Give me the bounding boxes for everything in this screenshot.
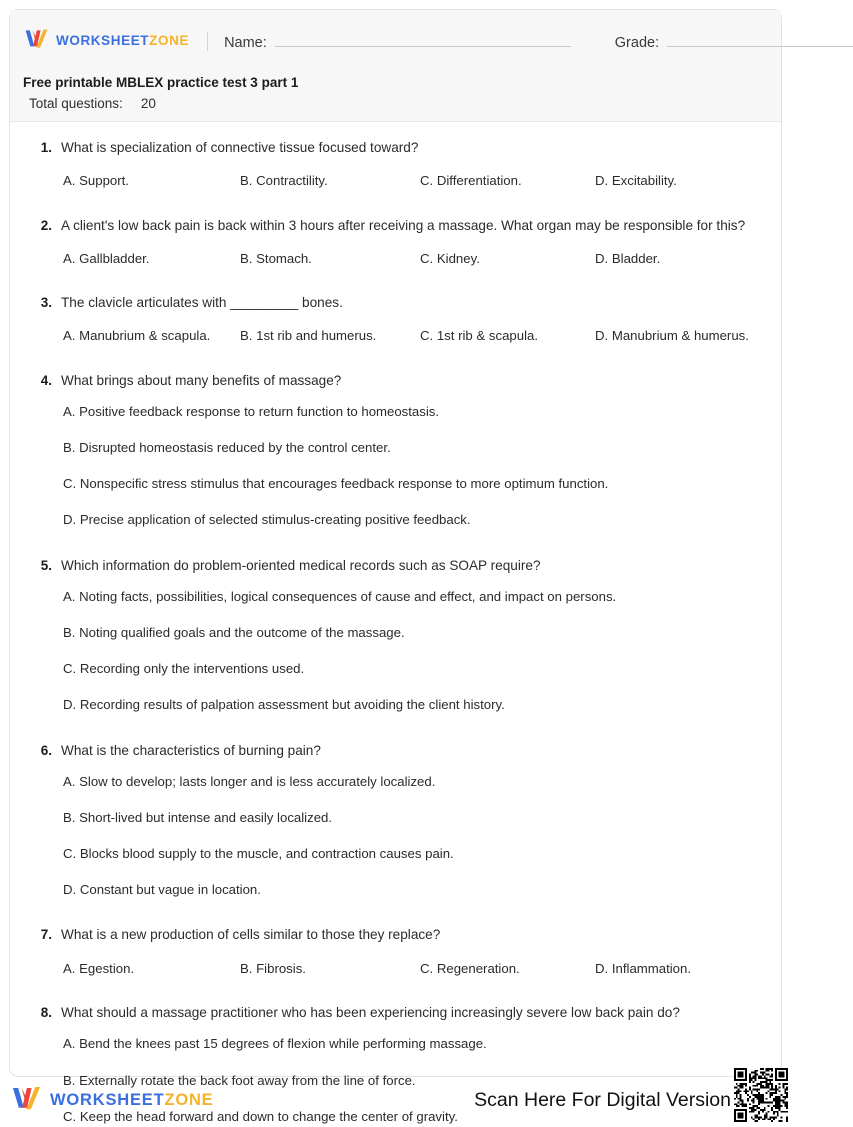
header-logo[interactable] bbox=[24, 29, 189, 53]
question-item bbox=[32, 293, 759, 346]
question-text: What is a new production of cells similar to those they replace? bbox=[61, 927, 441, 943]
question-number: 6. bbox=[40, 742, 52, 758]
question-text: Which information do problem-oriented medical records such as SOAP require? bbox=[61, 557, 541, 573]
header-divider bbox=[207, 32, 208, 51]
answer-option[interactable]: C. Regeneration. bbox=[420, 960, 520, 976]
question-text: What is specialization of connective tissue focused toward? bbox=[61, 140, 419, 155]
question-spacer bbox=[32, 268, 759, 293]
answer-option[interactable]: B. Disrupted homeostasis reduced by the control center. bbox=[63, 440, 391, 456]
answer-option[interactable]: D. Recording results of palpation assessment but avoiding the client history. bbox=[63, 697, 505, 713]
logo-word-zone: ZONE bbox=[164, 1091, 214, 1110]
answer-option[interactable]: C. 1st rib & scapula. bbox=[420, 328, 539, 344]
question-text: The clavicle articulates with _________ bones. bbox=[61, 295, 343, 311]
answer-option[interactable]: B. Stomach. bbox=[240, 250, 312, 266]
answer-option[interactable]: B. Noting qualified goals and the outcome of the massage. bbox=[63, 625, 405, 641]
total-questions-label: Total questions: bbox=[29, 96, 123, 112]
answer-option[interactable]: A. Gallbladder. bbox=[63, 250, 150, 266]
answer-option[interactable]: C. Nonspecific stress stimulus that encourages feedback response to more optimum function. bbox=[63, 476, 609, 492]
question-body bbox=[52, 293, 759, 346]
question-body bbox=[52, 741, 759, 900]
grade-label: Grade: bbox=[614, 34, 660, 51]
question-number: 8. bbox=[40, 1004, 52, 1020]
answer-option[interactable]: C. Blocks blood supply to the muscle, and contraction causes pain. bbox=[63, 846, 454, 862]
question-text: What brings about many benefits of massage? bbox=[61, 372, 342, 388]
answer-option[interactable]: D. Bladder. bbox=[595, 250, 661, 266]
logo-word-zone: ZONE bbox=[149, 33, 190, 49]
question-body bbox=[52, 138, 759, 191]
answer-option[interactable]: A. Support. bbox=[63, 173, 129, 189]
worksheet-zone-w-mark-icon bbox=[24, 29, 49, 53]
worksheet-header bbox=[10, 10, 781, 122]
answer-option[interactable]: C. Keep the head forward and down to change the center of gravity. bbox=[63, 1108, 458, 1124]
answer-options bbox=[61, 326, 759, 345]
answer-option[interactable]: D. Excitability. bbox=[595, 173, 677, 189]
question-text: A client's low back pain is back within 3 hours after receiving a massage. What organ may be responsible for this? bbox=[61, 217, 746, 233]
question-number: 2. bbox=[40, 217, 52, 233]
answer-option[interactable]: A. Noting facts, possibilities, logical consequences of cause and effect, and impact on persons. bbox=[63, 588, 617, 604]
question-item bbox=[32, 216, 759, 269]
logo-word-worksheet: WORKSHEET bbox=[56, 33, 150, 49]
answer-options bbox=[61, 772, 759, 900]
header-title-block bbox=[10, 58, 781, 111]
answer-options bbox=[61, 249, 759, 268]
question-number: 5. bbox=[40, 557, 52, 573]
answer-options bbox=[61, 959, 759, 978]
answer-option[interactable]: A. Manubrium & scapula. bbox=[63, 328, 211, 344]
question-item bbox=[32, 741, 759, 900]
answer-option[interactable]: C. Kidney. bbox=[420, 250, 480, 266]
footer-logo[interactable] bbox=[11, 1086, 214, 1115]
answer-option[interactable]: B. 1st rib and humerus. bbox=[240, 328, 377, 344]
answer-option[interactable]: C. Recording only the interventions used. bbox=[63, 661, 305, 677]
footer-logo-wordmark bbox=[50, 1092, 214, 1109]
answer-option[interactable]: A. Bend the knees past 15 degrees of flexion while performing massage. bbox=[63, 1036, 487, 1052]
name-label: Name: bbox=[224, 34, 267, 51]
name-input-line[interactable] bbox=[275, 32, 571, 47]
answer-options bbox=[61, 171, 759, 190]
answer-option[interactable]: D. Manubrium & humerus. bbox=[595, 328, 749, 344]
total-questions-row bbox=[23, 96, 781, 111]
answer-option[interactable]: D. Precise application of selected stimulus-creating positive feedback. bbox=[63, 512, 471, 528]
header-top-row bbox=[10, 10, 781, 58]
question-number: 4. bbox=[40, 372, 52, 388]
question-text: What is the characteristics of burning pain? bbox=[61, 742, 321, 758]
grade-field[interactable] bbox=[615, 32, 853, 51]
question-number: 7. bbox=[40, 927, 52, 943]
header-logo-wordmark bbox=[56, 34, 189, 48]
answer-option[interactable]: C. Differentiation. bbox=[420, 173, 522, 189]
question-text: What should a massage practitioner who has been experiencing increasingly severe low back pain do? bbox=[61, 1004, 680, 1020]
answer-option[interactable]: A. Positive feedback response to return function to homeostasis. bbox=[63, 403, 440, 419]
answer-option[interactable]: B. Contractility. bbox=[240, 173, 328, 189]
page-title: Free printable MBLEX practice test 3 part 1 bbox=[23, 75, 299, 90]
question-number: 3. bbox=[40, 295, 52, 311]
name-field[interactable] bbox=[224, 32, 571, 51]
total-questions-value: 20 bbox=[140, 96, 156, 112]
answer-option[interactable]: B. Externally rotate the back foot away from the line of force. bbox=[63, 1072, 416, 1088]
grade-input-line[interactable] bbox=[667, 32, 853, 47]
question-spacer bbox=[32, 978, 759, 1003]
question-number: 1. bbox=[40, 140, 52, 155]
worksheet-zone-w-mark-icon bbox=[11, 1086, 42, 1115]
question-body bbox=[52, 216, 759, 269]
answer-option[interactable]: D. Constant but vague in location. bbox=[63, 882, 261, 898]
question-spacer bbox=[32, 191, 759, 216]
answer-option[interactable]: A. Egestion. bbox=[63, 960, 135, 976]
page-footer bbox=[0, 1084, 793, 1122]
question-body bbox=[52, 371, 759, 530]
question-spacer bbox=[32, 899, 759, 925]
qr-code-icon[interactable] bbox=[734, 1068, 788, 1122]
question-spacer bbox=[32, 715, 759, 741]
question-body bbox=[52, 925, 759, 978]
question-item bbox=[32, 556, 759, 715]
question-item bbox=[32, 925, 759, 978]
question-body bbox=[52, 556, 759, 715]
logo-word-worksheet: WORKSHEET bbox=[50, 1091, 165, 1110]
answer-option[interactable]: B. Fibrosis. bbox=[240, 960, 306, 976]
answer-options bbox=[61, 402, 759, 530]
answer-options bbox=[61, 587, 759, 715]
question-item bbox=[32, 371, 759, 530]
question-item bbox=[32, 138, 759, 191]
answer-option[interactable]: D. Inflammation. bbox=[595, 960, 692, 976]
questions-list bbox=[10, 122, 781, 1126]
answer-option[interactable]: A. Slow to develop; lasts longer and is less accurately localized. bbox=[63, 773, 436, 789]
question-spacer bbox=[32, 346, 759, 371]
scan-here-text: Scan Here For Digital Version bbox=[474, 1089, 731, 1111]
question-spacer bbox=[32, 530, 759, 556]
answer-option[interactable]: B. Short-lived but intense and easily localized. bbox=[63, 810, 333, 826]
